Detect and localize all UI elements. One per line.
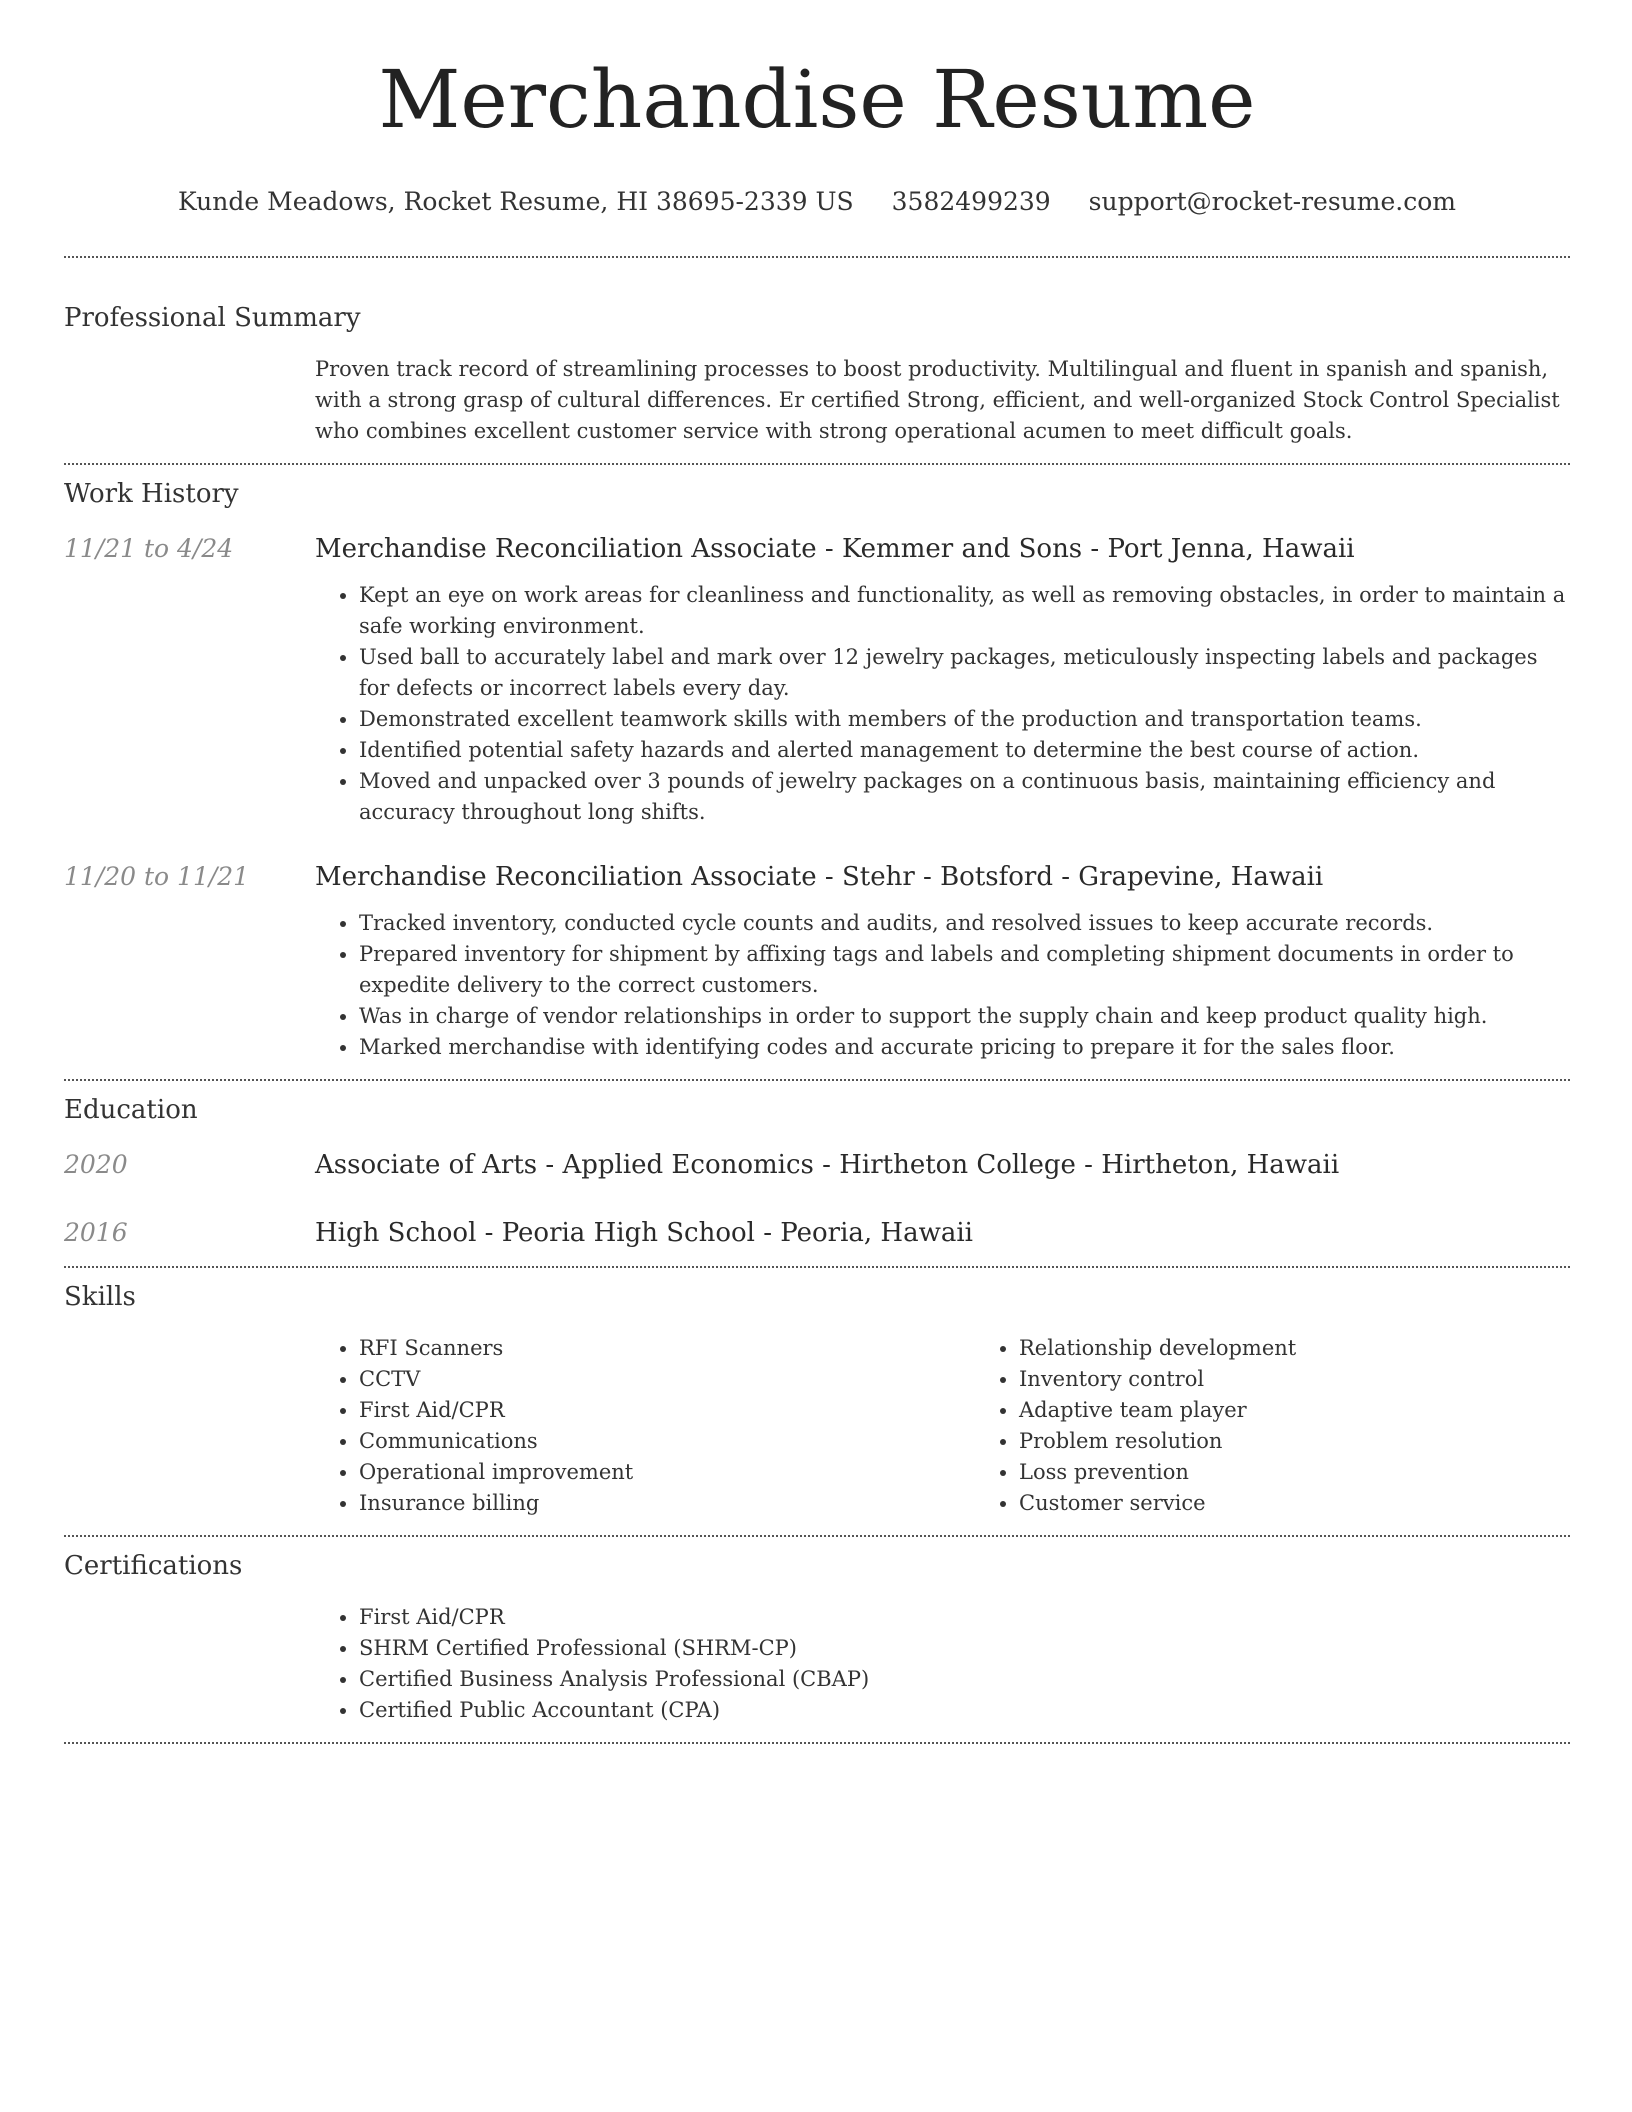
certification-item: • Certified Business Analysis Professional (CBAP) (359, 1664, 1570, 1695)
certifications-section (64, 1548, 1570, 1726)
education-text: Associate of Arts - Applied Economics - Hirtheton College - Hirtheton, Hawaii (315, 1150, 1340, 1180)
divider (64, 1266, 1570, 1268)
skill-item: • CCTV (359, 1364, 975, 1395)
job-bullet: • Used ball to accurately label and mark over 12 jewelry packages, meticulously inspecting labels and packages for defects or incorrect labels every day. (359, 642, 1570, 704)
contact-phone: 3582499239 (891, 187, 1051, 216)
job-title: Merchandise Reconciliation Associate - Stehr - Botsford - Grapevine, Hawaii (315, 862, 1324, 892)
job-bullet: • Moved and unpacked over 3 pounds of jewelry packages on a continuous basis, maintaining efficiency and accuracy throughout long shifts. (359, 766, 1570, 828)
job-entry (64, 532, 1570, 828)
section-heading: Certifications (64, 1551, 243, 1581)
job-bullets (315, 580, 1570, 828)
skill-item: • Customer service (1019, 1488, 1632, 1519)
section-heading: Work History (64, 479, 239, 509)
skill-item: • Inventory control (1019, 1364, 1632, 1395)
skill-item: • Problem resolution (1019, 1426, 1632, 1457)
certification-item: • First Aid/CPR (359, 1602, 1570, 1633)
skill-item: • Communications (359, 1426, 975, 1457)
skill-item: • Relationship development (1019, 1333, 1632, 1364)
divider (64, 1742, 1570, 1744)
job-entry (64, 860, 1570, 1063)
certification-item: • Certified Public Accountant (CPA) (359, 1695, 1570, 1726)
skills-list-right (975, 1333, 1632, 1519)
job-bullet: • Tracked inventory, conducted cycle counts and audits, and resolved issues to keep accurate records. (359, 908, 1570, 939)
job-bullet: • Demonstrated excellent teamwork skills with members of the production and transportation teams. (359, 704, 1570, 735)
skills-list-left (315, 1333, 975, 1519)
contact-email: support@rocket-resume.com (1088, 187, 1456, 216)
education-entry (64, 1148, 1570, 1182)
skill-item: • Loss prevention (1019, 1457, 1632, 1488)
skill-item: • Adaptive team player (1019, 1395, 1632, 1426)
divider (64, 256, 1570, 258)
job-bullet: • Identified potential safety hazards and alerted management to determine the best course of action. (359, 735, 1570, 766)
job-bullet: • Marked merchandise with identifying codes and accurate pricing to prepare it for the sales floor. (359, 1032, 1570, 1063)
summary-section (64, 300, 1570, 447)
job-dates: 11/20 to 11/21 (64, 862, 250, 891)
certifications-list (315, 1602, 1570, 1726)
education-entry (64, 1216, 1570, 1250)
job-bullet: • Was in charge of vendor relationships in order to support the supply chain and keep product quality high. (359, 1001, 1570, 1032)
skills-section (64, 1279, 1570, 1519)
education-year: 2016 (64, 1218, 128, 1247)
section-heading: Education (64, 1095, 198, 1125)
work-section (64, 476, 1570, 1063)
section-heading: Skills (64, 1282, 136, 1312)
divider (64, 1535, 1570, 1537)
divider (64, 463, 1570, 465)
contact-line (64, 184, 1570, 220)
resume-page (64, 0, 1570, 1744)
education-section (64, 1092, 1570, 1250)
skill-item: • First Aid/CPR (359, 1395, 975, 1426)
education-text: High School - Peoria High School - Peoria, Hawaii (315, 1218, 973, 1248)
job-bullet: • Kept an eye on work areas for cleanliness and functionality, as well as removing obstacles, in order to maintain a safe working environment. (359, 580, 1570, 642)
divider (64, 1079, 1570, 1081)
job-dates: 11/21 to 4/24 (64, 534, 234, 563)
job-bullet: • Prepared inventory for shipment by affixing tags and labels and completing shipment documents in order to expedite delivery to the correct customers. (359, 939, 1570, 1001)
contact-address: Kunde Meadows, Rocket Resume, HI 38695-2339 US (178, 187, 854, 216)
resume-title: Merchandise Resume (378, 53, 1256, 146)
job-title: Merchandise Reconciliation Associate - Kemmer and Sons - Port Jenna, Hawaii (315, 534, 1355, 564)
skill-item: • RFI Scanners (359, 1333, 975, 1364)
skill-item: • Operational improvement (359, 1457, 975, 1488)
summary-text: Proven track record of streamlining processes to boost productivity. Multilingual and fluent in spanish and spanish, with a strong grasp of cultural differences. Er certified Strong, efficient, and well-organized Stock Control Specialist who combines excellent customer service with strong operational acumen to meet difficult goals. (315, 357, 1560, 443)
skill-item: • Insurance billing (359, 1488, 975, 1519)
certification-item: • SHRM Certified Professional (SHRM-CP) (359, 1633, 1570, 1664)
job-bullets (315, 908, 1570, 1063)
education-year: 2020 (64, 1150, 128, 1179)
section-heading: Professional Summary (64, 303, 361, 333)
